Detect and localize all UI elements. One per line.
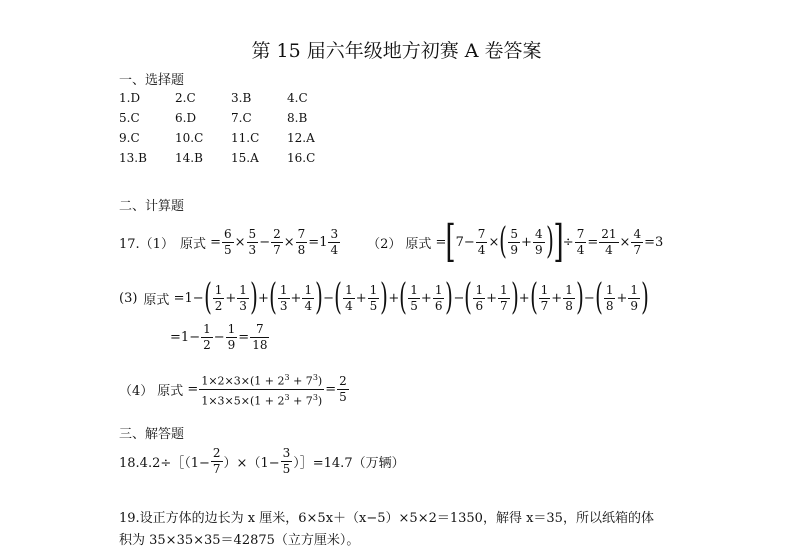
answer-2: 2.C [175, 91, 196, 105]
op: − [453, 290, 465, 306]
left-paren: ( [399, 277, 408, 318]
fraction: $\frac{1}{6}$ [434, 282, 443, 313]
op: − [192, 290, 204, 306]
section-heading-choice: 一、选择题 [119, 73, 185, 88]
answer-7: 7.C [231, 111, 252, 125]
answer-14: 14.B [175, 151, 203, 165]
fraction: $\frac{2}{7}$ [273, 226, 281, 257]
answer-1: 1.D [119, 91, 141, 105]
right-paren: ) [445, 277, 454, 318]
page-title: 第 15 届六年级地方初赛 A 卷答案 [251, 40, 542, 62]
left-paren: ( [464, 277, 473, 318]
denominator-product: 1×3×5× [201, 394, 250, 408]
fraction: $\frac{1}{4}$ [345, 282, 353, 313]
fraction: $\frac{7}{4}$ [477, 226, 486, 257]
q17-4-line: （4） 原式 = $\frac{1\times 2\times 3\times(1 + 2^3 + 7^3)}{1\times 3\times 5\times(1 + 2^3 + 7^3)}$ = $\frac{2}{5}$ [119, 370, 350, 408]
answer-13: 13.B [119, 151, 147, 165]
big-fraction: $\frac{1\times 2\times 3\times(1 + 2^3 + 7^3)}{1\times 3\times 5\times(1 + 2^3 + 7^3)}$ [199, 370, 324, 408]
numerator-product: 1×2×3× [201, 374, 250, 388]
answer-15: 15.A [231, 151, 259, 165]
choice-answers [119, 91, 343, 165]
answer-10: 10.C [175, 131, 204, 145]
fraction: $\frac{3}{4}$ [330, 226, 339, 257]
left-paren: ( [529, 277, 538, 318]
number: 7 [455, 234, 464, 250]
fraction: $\frac{6}{5}$ [224, 226, 232, 257]
fraction: $\frac{1}{2}$ [203, 321, 211, 352]
fraction: $\frac{1}{4}$ [304, 282, 313, 313]
right-paren: ) [510, 277, 519, 318]
fraction: $\frac{1}{3}$ [279, 282, 288, 313]
right-paren: ) [315, 277, 323, 318]
right-paren: ) [380, 277, 389, 318]
fraction: $\frac{1}{9}$ [630, 282, 639, 313]
q19-line1: 19.设正方体的边长为 x 厘米，6×5x＋（x−5）×5×2＝1350，解得 x＝35，所以纸箱的体 [119, 511, 654, 526]
left-paren: ( [203, 277, 212, 318]
q18-part-b: ）×（1− [223, 455, 280, 471]
fraction: $\frac{7}{8}$ [297, 226, 306, 257]
op: − [323, 290, 335, 306]
p2-label: （2） [367, 236, 402, 252]
answer-6: 6.D [175, 111, 197, 125]
left-paren: ( [269, 277, 277, 318]
op: − [583, 290, 595, 306]
q19-line2: 积为 35×35×35＝42875（立方厘米）。 [119, 533, 360, 548]
fraction: $\frac{1}{5}$ [369, 282, 378, 313]
fraction: $\frac{3}{5}$ [282, 445, 291, 476]
yuanshi-label: 原式 [143, 292, 170, 308]
q17-3-line2: = 1 − $\frac{1}{2}$ − $\frac{1}{9}$ = $\frac{7}{18}$ [170, 321, 268, 352]
answer-16: 16.C [287, 151, 316, 165]
left-paren: ( [499, 221, 508, 262]
answer-3: 3.B [231, 91, 252, 105]
fraction: $\frac{2}{5}$ [339, 373, 347, 404]
number-one: 1 [180, 329, 190, 345]
q18-part-c: ）］=14.7（万辆） [293, 455, 405, 471]
fraction: $\frac{1}{5}$ [410, 282, 418, 313]
q17-3-line1: (3) 原式 = 1 − ( $\frac{1}{2}$ + $\frac{1}{3}$ ) + ( $\frac{1}{3}$ + $\frac{1}{4}$ ) − ( $\frac{1}{4}$ + $\frac{1}{5}$ ) + ( $\frac{1}{5}$ + $\frac{1}{6}$ ) − ( $\frac{1}{6}$ + $\frac{1}{7}$ ) + ( $\frac{1}{7}$ + $\frac{1}{8}$ ) − ( $\frac{1}{8}$ + $\frac{1}{9}$ ) [119, 277, 649, 318]
q18-part-a: 18.4.2÷［（1− [119, 455, 210, 471]
fraction: $\frac{4}{7}$ [633, 226, 642, 257]
yuanshi-label: 原式 [179, 236, 206, 252]
fraction: $\frac{1}{8}$ [565, 282, 573, 313]
left-paren: ( [334, 277, 342, 318]
q18-line [119, 441, 405, 481]
left-paren: ( [594, 277, 603, 318]
right-paren: ) [641, 277, 649, 318]
answer-4: 4.C [287, 91, 308, 105]
fraction: $\frac{21}{4}$ [601, 226, 617, 257]
result: 3 [654, 234, 664, 250]
op: + [518, 290, 530, 306]
fraction: $\frac{5}{3}$ [248, 226, 257, 257]
q17-label: 17.（1） [119, 236, 174, 252]
fraction: $\frac{1}{7}$ [500, 282, 508, 313]
section-heading-solve: 三、解答题 [119, 427, 185, 442]
answer-5: 5.C [119, 111, 140, 125]
right-paren: ) [575, 277, 584, 318]
right-paren: ) [250, 277, 258, 318]
answer-9: 9.C [119, 131, 140, 145]
fraction: $\frac{5}{9}$ [510, 226, 519, 257]
fraction: $\frac{1}{3}$ [239, 282, 247, 313]
yuanshi-label: 原式 [157, 383, 184, 399]
number-one: 1 [184, 290, 193, 306]
section-heading-calc: 二、计算题 [119, 199, 185, 214]
right-bracket: ] [553, 216, 564, 267]
fraction: $\frac{1}{6}$ [475, 282, 484, 313]
fraction: $\frac{1}{2}$ [214, 282, 223, 313]
fraction: $\frac{7}{4}$ [576, 226, 585, 257]
answer-11: 11.C [231, 131, 260, 145]
answer-8: 8.B [287, 111, 308, 125]
fraction: $\frac{4}{9}$ [534, 226, 543, 257]
fraction: $\frac{1}{8}$ [605, 282, 614, 313]
yuanshi-label: 原式 [405, 236, 432, 252]
fraction: $\frac{2}{7}$ [212, 445, 221, 476]
fraction: $\frac{1}{9}$ [227, 321, 236, 352]
p3-label: (3) [119, 290, 138, 306]
op: + [257, 290, 269, 306]
p4-label: （4） [119, 383, 154, 399]
right-paren: ) [545, 221, 554, 262]
result-whole: 1 [319, 234, 328, 250]
left-bracket: [ [445, 216, 457, 267]
answer-12: 12.A [287, 131, 315, 145]
fraction: $\frac{7}{18}$ [252, 321, 268, 352]
q17-line: 17.（1） 原式 = $\frac{6}{5}$ × $\frac{5}{3}$ − $\frac{2}{7}$ × $\frac{7}{8}$ = 1 $\frac{3}{4}$ （2） 原式 = [ 7 − $\frac{7}{4}$ × ( $\frac{5}{9}$ + $\frac{4}{9}$ ) ] ÷ $\frac{7}{4}$ = $\frac{21}{4}$ × $\frac{4}{7}$ = 3 [119, 216, 664, 267]
op: + [388, 290, 400, 306]
fraction: $\frac{1}{7}$ [540, 282, 549, 313]
